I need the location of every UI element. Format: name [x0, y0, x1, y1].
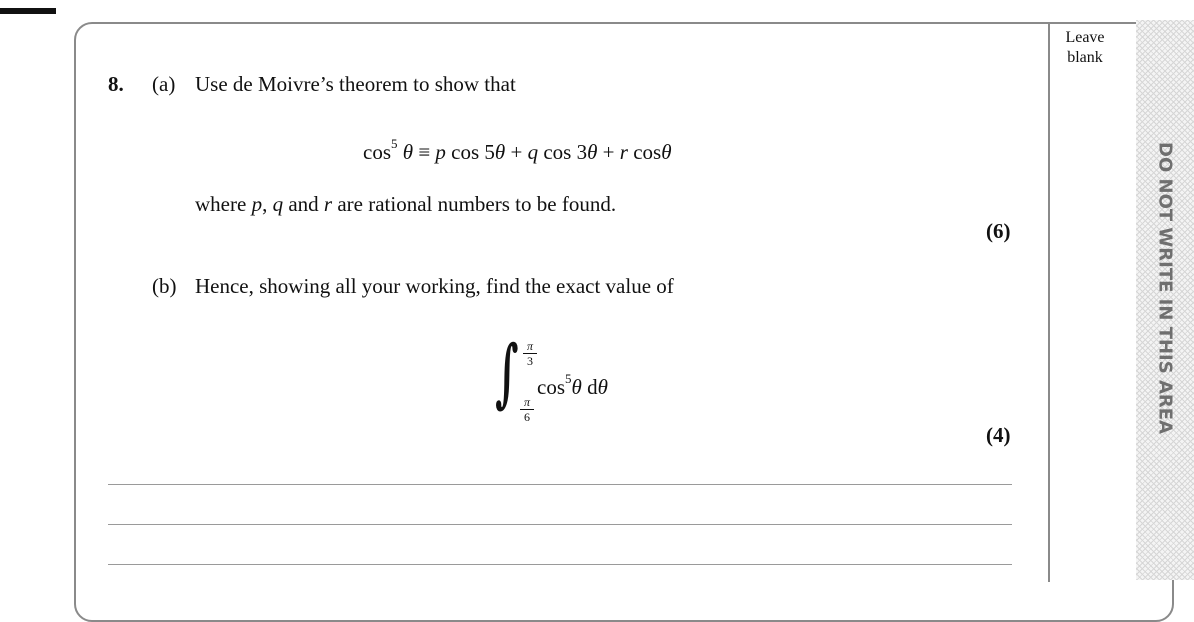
- integral-lower-limit: [520, 396, 534, 423]
- leave-blank-column-divider: [1048, 22, 1050, 582]
- eq-r: r: [619, 140, 628, 164]
- integrand-dvar: θ: [597, 375, 608, 399]
- part-b-marks: (4): [986, 423, 1011, 447]
- where-and: and: [283, 192, 324, 216]
- where-suffix: are rational numbers to be found.: [332, 192, 617, 216]
- leave-blank-line2: blank: [1067, 49, 1103, 66]
- integrand: [537, 370, 608, 399]
- upper-limit-numerator: π: [526, 339, 533, 353]
- where-p: p: [251, 192, 263, 216]
- upper-limit-denominator: 3: [527, 354, 533, 368]
- integral-upper-limit: [523, 340, 537, 367]
- part-b-label: (b): [152, 274, 177, 298]
- eq-term2: cos 3: [538, 140, 588, 164]
- eq-theta3: θ: [661, 140, 672, 164]
- part-a-instruction: Use de Moivre’s theorem to show that: [195, 72, 516, 96]
- question-number: 8.: [108, 72, 124, 96]
- leave-blank-line1: Leave: [1065, 29, 1105, 46]
- answer-line[interactable]: [108, 564, 1012, 565]
- identity-equation: [363, 135, 672, 164]
- eq-theta2: θ: [587, 140, 598, 164]
- part-a-label: (a): [152, 72, 176, 96]
- eq-term1: cos 5: [445, 140, 495, 164]
- integrand-power: 5: [565, 371, 572, 386]
- leave-blank-label: [1052, 28, 1118, 68]
- eq-plus1: +: [505, 140, 528, 164]
- lower-limit-denominator: 6: [524, 410, 530, 424]
- answer-box-frame: [74, 22, 1174, 622]
- eq-p: p: [435, 140, 446, 164]
- integrand-d: d: [581, 375, 598, 399]
- where-prefix: where: [195, 192, 252, 216]
- eq-term3: cos: [627, 140, 662, 164]
- eq-lhs-power: 5: [391, 136, 398, 151]
- eq-q: q: [527, 140, 539, 164]
- eq-lhs-var: θ: [397, 140, 414, 164]
- where-comma: ,: [262, 192, 273, 216]
- where-q: q: [272, 192, 284, 216]
- header-bar: [0, 8, 56, 14]
- integrand-fn: cos: [537, 375, 565, 399]
- lower-limit-numerator: π: [523, 395, 530, 409]
- where-r: r: [323, 192, 333, 216]
- part-a-marks: (6): [986, 219, 1011, 243]
- part-a-where-clause: [195, 192, 616, 216]
- answer-line[interactable]: [108, 484, 1012, 485]
- do-not-write-notice: DO NOT WRITE IN THIS AREA: [1154, 142, 1176, 434]
- eq-theta1: θ: [494, 140, 506, 164]
- eq-plus2: +: [597, 140, 620, 164]
- part-b-instruction: Hence, showing all your working, find the exact value of: [195, 274, 674, 298]
- integral-sign: ∫: [495, 330, 519, 416]
- integrand-var: θ: [571, 375, 582, 399]
- eq-equiv: ≡: [413, 140, 436, 164]
- eq-lhs-fn: cos: [363, 140, 391, 164]
- answer-line[interactable]: [108, 524, 1012, 525]
